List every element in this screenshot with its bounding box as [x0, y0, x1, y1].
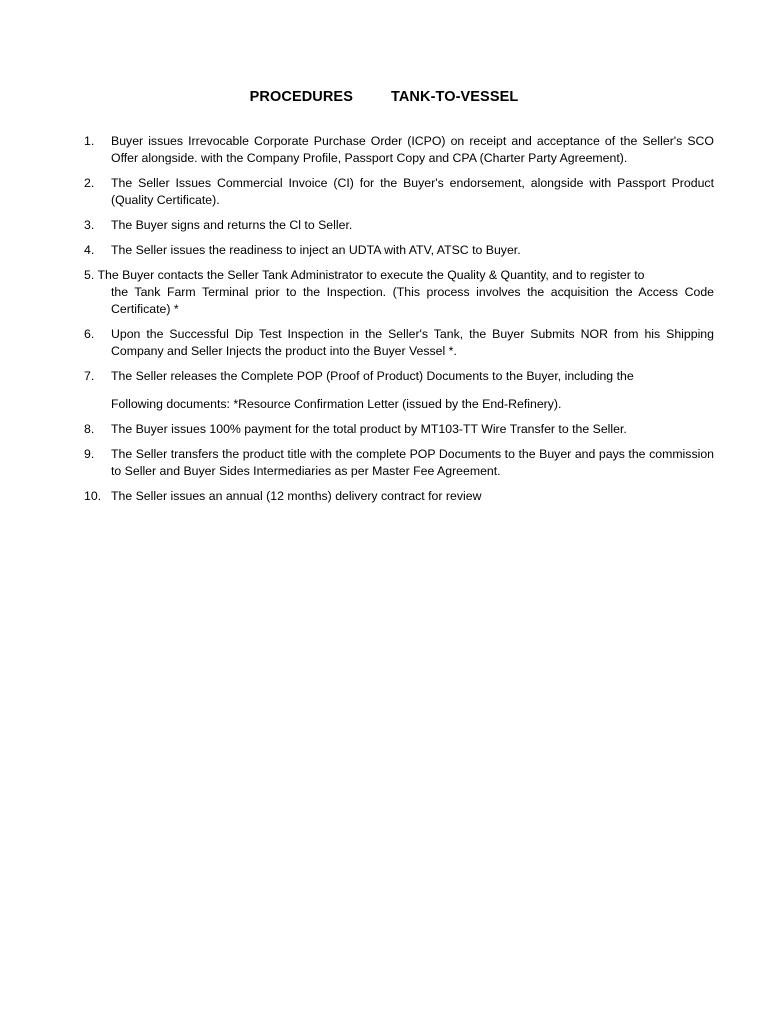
procedure-step-6: [84, 326, 714, 360]
page-title: [0, 89, 768, 105]
step-number: 10.: [84, 489, 102, 503]
step-number: 2.: [84, 176, 95, 190]
step-number: 3.: [84, 218, 95, 232]
step-text-continued: the Tank Farm Terminal prior to the Inspection. (This process involves the acquisition the Access Code Certificate) *: [111, 285, 714, 316]
step-text: The Buyer signs and returns the Cl to Seller.: [111, 218, 353, 232]
step-text: Buyer issues Irrevocable Corporate Purchase Order (ICPO) on receipt and acceptance of the Seller's SCO Offer alongside. with the Company Profile, Passport Copy and CPA (Charter Party Agreement).: [111, 134, 714, 165]
step-text: The Seller releases the Complete POP (Proof of Product) Documents to the Buyer, including the: [111, 369, 634, 383]
procedure-step-3: [84, 217, 714, 234]
step-text: The Seller issues the readiness to inject an UDTA with ATV, ATSC to Buyer.: [111, 243, 521, 257]
step-text: The Seller transfers the product title with the complete POP Documents to the Buyer and pays the commission to Seller and Buyer Sides Intermediaries as per Master Fee Agreement.: [111, 447, 714, 478]
procedure-step-4: [84, 242, 714, 259]
procedure-step-7: [84, 368, 714, 413]
step-number: 6.: [84, 327, 95, 341]
title-tank-to-vessel: TANK-TO-VESSEL: [390, 89, 519, 105]
step-text: Upon the Successful Dip Test Inspection in the Seller's Tank, the Buyer Submits NOR from his Shipping Company and Seller Injects the product into the Buyer Vessel *.: [111, 327, 714, 358]
procedure-step-9: [84, 446, 714, 480]
procedure-step-1: [84, 133, 714, 167]
procedure-step-10: [84, 488, 714, 505]
procedure-step-2: [84, 175, 714, 209]
title-procedures: PROCEDURES: [249, 89, 353, 105]
step-number: 9.: [84, 447, 95, 461]
step-text: The Seller Issues Commercial Invoice (CI) for the Buyer's endorsement, alongside with Passport Product (Quality Certificate).: [111, 176, 714, 207]
step-first-line: [84, 267, 714, 284]
step-number: 1.: [84, 134, 95, 148]
procedure-list: [84, 133, 714, 513]
step-number: 4.: [84, 243, 95, 257]
step-number: 8.: [84, 422, 95, 436]
procedure-step-8: [84, 421, 714, 438]
procedure-step-5: [84, 267, 714, 318]
step-number: 5.: [84, 268, 95, 282]
step-text: The Buyer issues 100% payment for the total product by MT103-TT Wire Transfer to the Seller.: [111, 422, 627, 436]
step-text: The Buyer contacts the Seller Tank Administrator to execute the Quality & Quantity, and to register to: [97, 268, 645, 282]
step-text-continued: Following documents: *Resource Confirmation Letter (issued by the End-Refinery).: [111, 397, 562, 411]
step-text: The Seller issues an annual (12 months) delivery contract for review: [111, 489, 482, 503]
step-number: 7.: [84, 369, 95, 383]
